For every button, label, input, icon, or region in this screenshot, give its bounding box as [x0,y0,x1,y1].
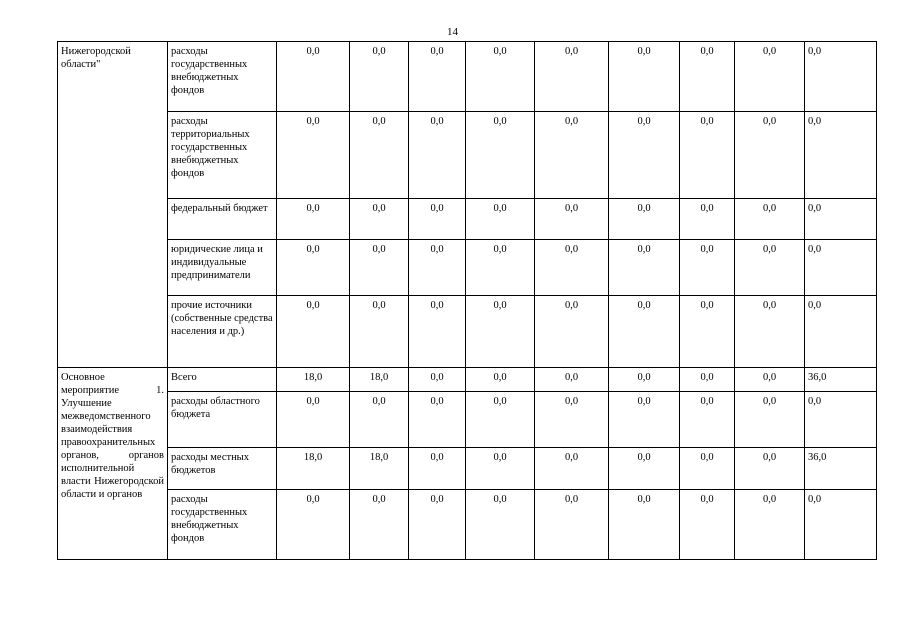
program-label-cell: Нижегородской области" [58,42,168,368]
value-cell: 0,0 [535,368,609,392]
value-cell: 0,0 [409,368,466,392]
value-cell: 0,0 [735,199,805,240]
total-value-cell: 0,0 [805,112,877,199]
value-cell: 0,0 [609,448,680,490]
table-row [58,112,877,199]
value-cell: 0,0 [350,392,409,448]
page-number: 14 [447,26,458,38]
value-cell: 0,0 [680,368,735,392]
value-cell: 0,0 [277,199,350,240]
total-value-cell: 0,0 [805,42,877,112]
value-cell: 0,0 [409,240,466,296]
value-cell: 0,0 [680,240,735,296]
value-cell: 0,0 [609,296,680,368]
value-cell: 0,0 [466,448,535,490]
value-cell: 0,0 [466,112,535,199]
value-cell: 0,0 [535,490,609,560]
value-cell: 0,0 [409,490,466,560]
funding-source-cell: расходы государственных внебюджетных фондов [168,42,277,112]
value-cell: 0,0 [535,296,609,368]
value-cell: 0,0 [735,392,805,448]
value-cell: 0,0 [350,42,409,112]
value-cell: 0,0 [466,392,535,448]
value-cell: 0,0 [609,490,680,560]
value-cell: 0,0 [735,368,805,392]
value-cell: 0,0 [680,42,735,112]
value-cell: 0,0 [535,42,609,112]
value-cell: 0,0 [350,296,409,368]
table-row [58,296,877,368]
value-cell: 0,0 [609,112,680,199]
value-cell: 0,0 [466,368,535,392]
funding-source-cell: прочие источники (собственные средства населения и др.) [168,296,277,368]
value-cell: 0,0 [680,112,735,199]
table-row [58,199,877,240]
value-cell: 0,0 [735,448,805,490]
value-cell: 18,0 [350,448,409,490]
funding-source-cell: расходы государственных внебюджетных фондов [168,490,277,560]
total-value-cell: 0,0 [805,240,877,296]
value-cell: 0,0 [735,42,805,112]
total-value-cell: 0,0 [805,199,877,240]
value-cell: 0,0 [609,42,680,112]
value-cell: 0,0 [409,199,466,240]
value-cell: 0,0 [735,112,805,199]
table-row [58,392,877,448]
measure-label-cell: Основное мероприятие 1. Улучшение межведомственного взаимодействия правоохранительных органов, органов исполнительной власти Нижегородской области и органов [58,368,168,560]
table-row [58,240,877,296]
value-cell: 0,0 [409,42,466,112]
value-cell: 0,0 [277,42,350,112]
table-row [58,448,877,490]
value-cell: 0,0 [680,296,735,368]
value-cell: 0,0 [350,240,409,296]
funding-source-cell: юридические лица и индивидуальные предприниматели [168,240,277,296]
value-cell: 0,0 [735,490,805,560]
value-cell: 0,0 [609,199,680,240]
value-cell: 0,0 [735,240,805,296]
value-cell: 0,0 [466,199,535,240]
value-cell: 0,0 [466,490,535,560]
value-cell: 18,0 [277,448,350,490]
value-cell: 0,0 [466,240,535,296]
total-value-cell: 36,0 [805,368,877,392]
table-row [58,42,877,112]
value-cell: 0,0 [680,448,735,490]
value-cell: 0,0 [350,112,409,199]
value-cell: 0,0 [277,240,350,296]
funding-source-cell: Всего [168,368,277,392]
value-cell: 0,0 [535,448,609,490]
value-cell: 0,0 [409,296,466,368]
value-cell: 0,0 [535,392,609,448]
total-value-cell: 0,0 [805,392,877,448]
value-cell: 0,0 [409,448,466,490]
value-cell: 0,0 [409,112,466,199]
total-value-cell: 36,0 [805,448,877,490]
value-cell: 0,0 [609,368,680,392]
value-cell: 0,0 [680,490,735,560]
value-cell: 0,0 [680,392,735,448]
funding-source-cell: расходы областного бюджета [168,392,277,448]
total-value-cell: 0,0 [805,490,877,560]
value-cell: 0,0 [277,112,350,199]
value-cell: 0,0 [535,240,609,296]
value-cell: 0,0 [409,392,466,448]
funding-source-cell: федеральный бюджет [168,199,277,240]
value-cell: 0,0 [735,296,805,368]
value-cell: 0,0 [466,42,535,112]
funding-table [57,41,877,560]
value-cell: 0,0 [535,112,609,199]
table-row [58,490,877,560]
funding-source-cell: расходы территориальных государственных внебюджетных фондов [168,112,277,199]
total-value-cell: 0,0 [805,296,877,368]
table-row [58,368,877,392]
value-cell: 0,0 [277,392,350,448]
value-cell: 0,0 [680,199,735,240]
value-cell: 18,0 [350,368,409,392]
value-cell: 0,0 [609,240,680,296]
value-cell: 0,0 [350,199,409,240]
value-cell: 0,0 [535,199,609,240]
value-cell: 18,0 [277,368,350,392]
value-cell: 0,0 [466,296,535,368]
value-cell: 0,0 [277,490,350,560]
value-cell: 0,0 [609,392,680,448]
funding-source-cell: расходы местных бюджетов [168,448,277,490]
value-cell: 0,0 [277,296,350,368]
value-cell: 0,0 [350,490,409,560]
